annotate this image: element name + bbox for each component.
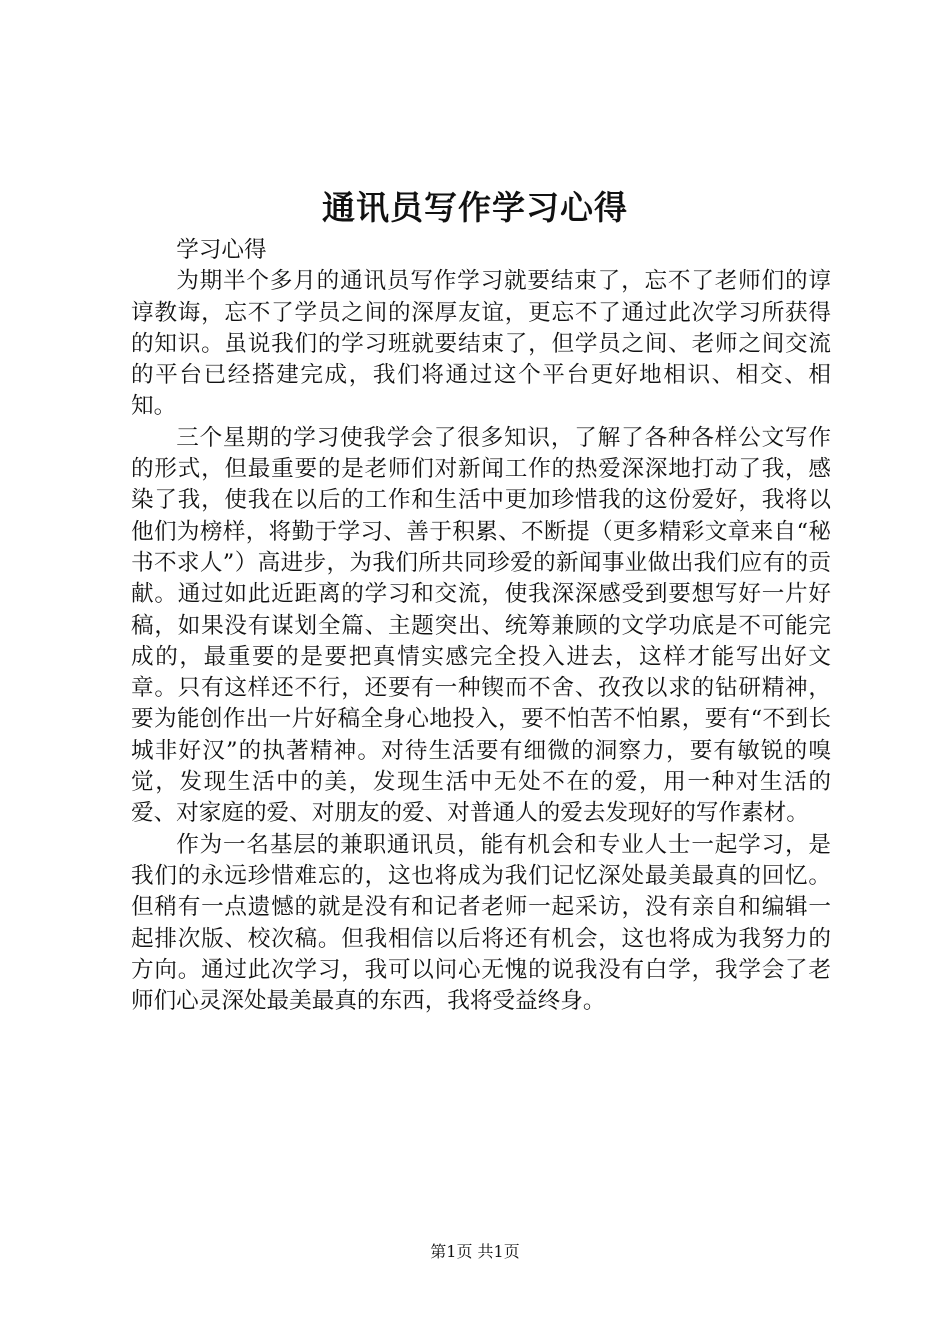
paragraph-2: 三个星期的学习使我学会了很多知识，了解了各种各样公文写作的形式，但最重要的是老师们对新闻工作的热爱深深地打动了我，感染了我，使我在以后的工作和生活中更加珍惜我的这份爱好，我将以他们为榜样，将勤于学习、善于积累、不断提（更多精彩文章来自“秘书不求人”）高进步，为我们所共同珍爱的新闻事业做出我们应有的贡献。通过如此近距离的学习和交流，使我深深感受到要想写好一片好稿，如果没有谋划全篇、主题突出、统筹兼顾的文学功底是不可能完成的，最重要的是要把真情实感完全投入进去，这样才能写出好文章。只有这样还不行，还要有一种锲而不舍、孜孜以求的钻研精神，要为能创作出一片好稿全身心地投入，要不怕苦不怕累，要有“不到长城非好汉”的执著精神。对待生活要有细微的洞察力，要有敏锐的嗅觉，发现生活中的美，发现生活中无处不在的爱，用一种对生活的爱、对家庭的爱、对朋友的爱、对普通人的爱去发现好的写作素材。 — [131, 424, 831, 827]
document-title: 通讯员写作学习心得 — [322, 188, 628, 227]
document-body — [131, 235, 831, 1017]
paragraph-heading: 学习心得 — [176, 237, 267, 263]
page-footer: 第1页 共1页 — [430, 1242, 520, 1261]
paragraph-3: 作为一名基层的兼职通讯员，能有机会和专业人士一起学习，是我们的永远珍惜难忘的，这也将成为我们记忆深处最美最真的回忆。但稍有一点遗憾的就是没有和记者老师一起采访，没有亲自和编辑一起排次版、校次稿。但我相信以后将还有机会，这也将成为我努力的方向。通过此次学习，我可以问心无愧的说我没有白学，我学会了老师们心灵深处最美最真的东西，我将受益终身。 — [131, 831, 831, 1015]
paragraph-1: 为期半个多月的通讯员写作学习就要结束了，忘不了老师们的谆谆教诲，忘不了学员之间的深厚友谊，更忘不了通过此次学习所获得的知识。虽说我们的学习班就要结束了，但学员之间、老师之间交流的平台已经搭建完成，我们将通过这个平台更好地相识、相交、相知。 — [131, 268, 831, 420]
